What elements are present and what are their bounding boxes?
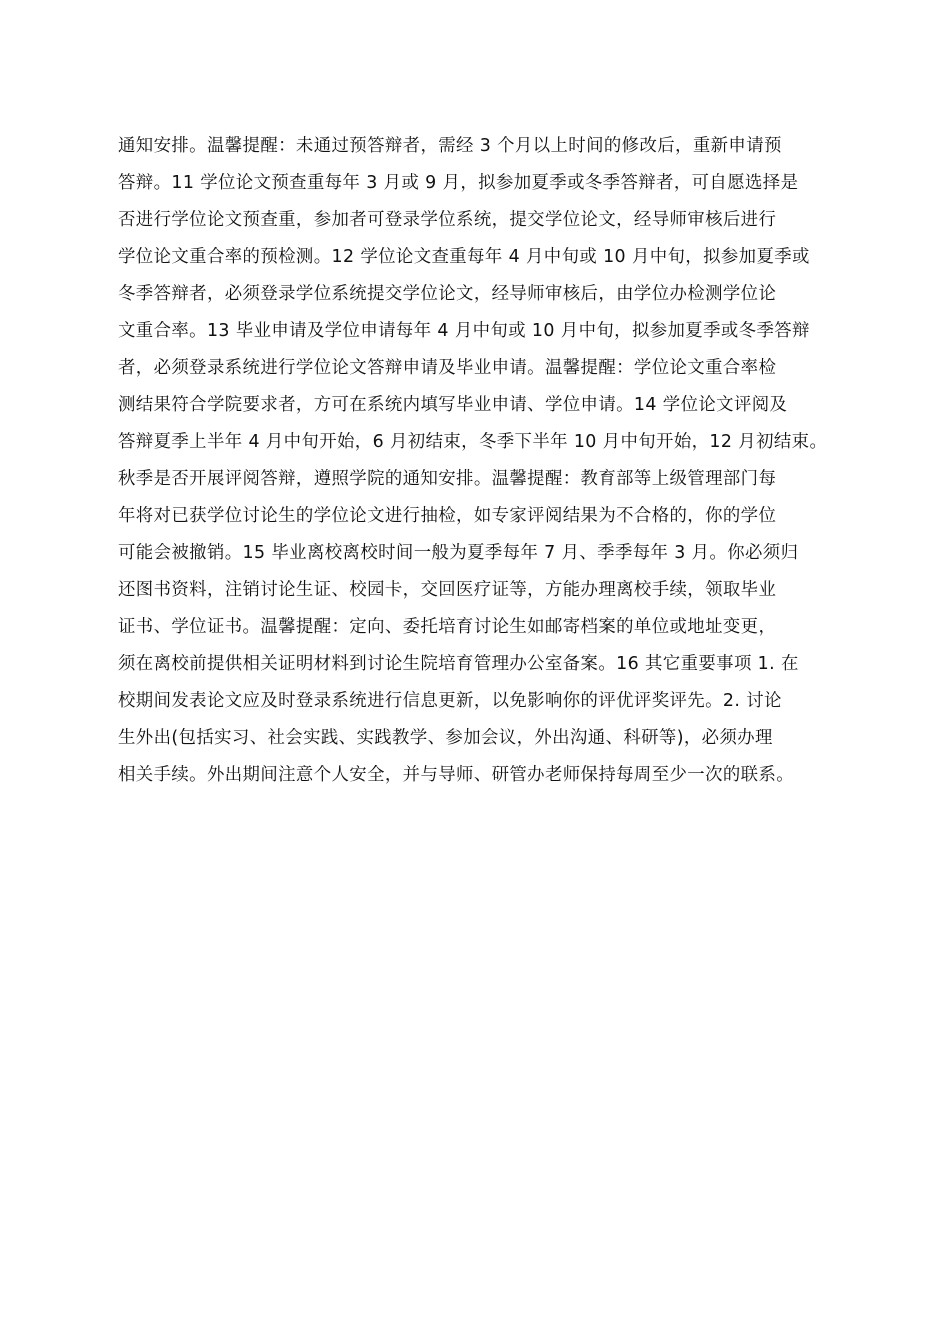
text-line: 通知安排。温馨提醒：未通过预答辩者，需经 3 个月以上时间的修改后，重新申请预 [118, 136, 782, 156]
text-line: 还图书资料，注销讨论生证、校园卡，交回医疗证等，方能办理离校手续，领取毕业 [118, 580, 777, 600]
text-line: 相关手续。外出期间注意个人安全，并与导师、研管办老师保持每周至少一次的联系。 [118, 765, 795, 785]
text-line: 者，必须登录系统进行学位论文答辩申请及毕业申请。温馨提醒：学位论文重合率检 [118, 358, 777, 378]
text-line: 校期间发表论文应及时登录系统进行信息更新，以免影响你的评优评奖评先。2. 讨论 [118, 691, 782, 711]
text-line: 年将对已获学位讨论生的学位论文进行抽检，如专家评阅结果为不合格的，你的学位 [118, 506, 777, 526]
text-line: 生外出(包括实习、社会实践、实践教学、参加会议，外出沟通、科研等)，必须办理 [118, 728, 773, 748]
text-line: 冬季答辩者，必须登录学位系统提交学位论文，经导师审核后，由学位办检测学位论 [118, 284, 777, 304]
text-line: 证书、学位证书。温馨提醒：定向、委托培育讨论生如邮寄档案的单位或地址变更， [118, 617, 777, 637]
text-line: 答辩。11 学位论文预查重每年 3 月或 9 月，拟参加夏季或冬季答辩者，可自愿选择是 [118, 173, 799, 193]
text-line: 学位论文重合率的预检测。12 学位论文查重每年 4 月中旬或 10 月中旬，拟参加夏季或 [118, 247, 810, 267]
text-line: 否进行学位论文预查重，参加者可登录学位系统，提交学位论文，经导师审核后进行 [118, 210, 777, 230]
document-body [118, 128, 858, 794]
text-line: 答辩夏季上半年 4 月中旬开始，6 月初结束，冬季下半年 10 月中旬开始，12 月初结束。 [118, 432, 828, 452]
text-line: 文重合率。13 毕业申请及学位申请每年 4 月中旬或 10 月中旬，拟参加夏季或冬季答辩 [118, 321, 810, 341]
text-line: 须在离校前提供相关证明材料到讨论生院培育管理办公室备案。16 其它重要事项 1. 在 [118, 654, 799, 674]
text-line: 可能会被撤销。15 毕业离校离校时间一般为夏季每年 7 月、季季每年 3 月。你必须归 [118, 543, 799, 563]
text-line: 秋季是否开展评阅答辩，遵照学院的通知安排。温馨提醒：教育部等上级管理部门每 [118, 469, 777, 489]
text-line: 测结果符合学院要求者，方可在系统内填写毕业申请、学位申请。14 学位论文评阅及 [118, 395, 788, 415]
